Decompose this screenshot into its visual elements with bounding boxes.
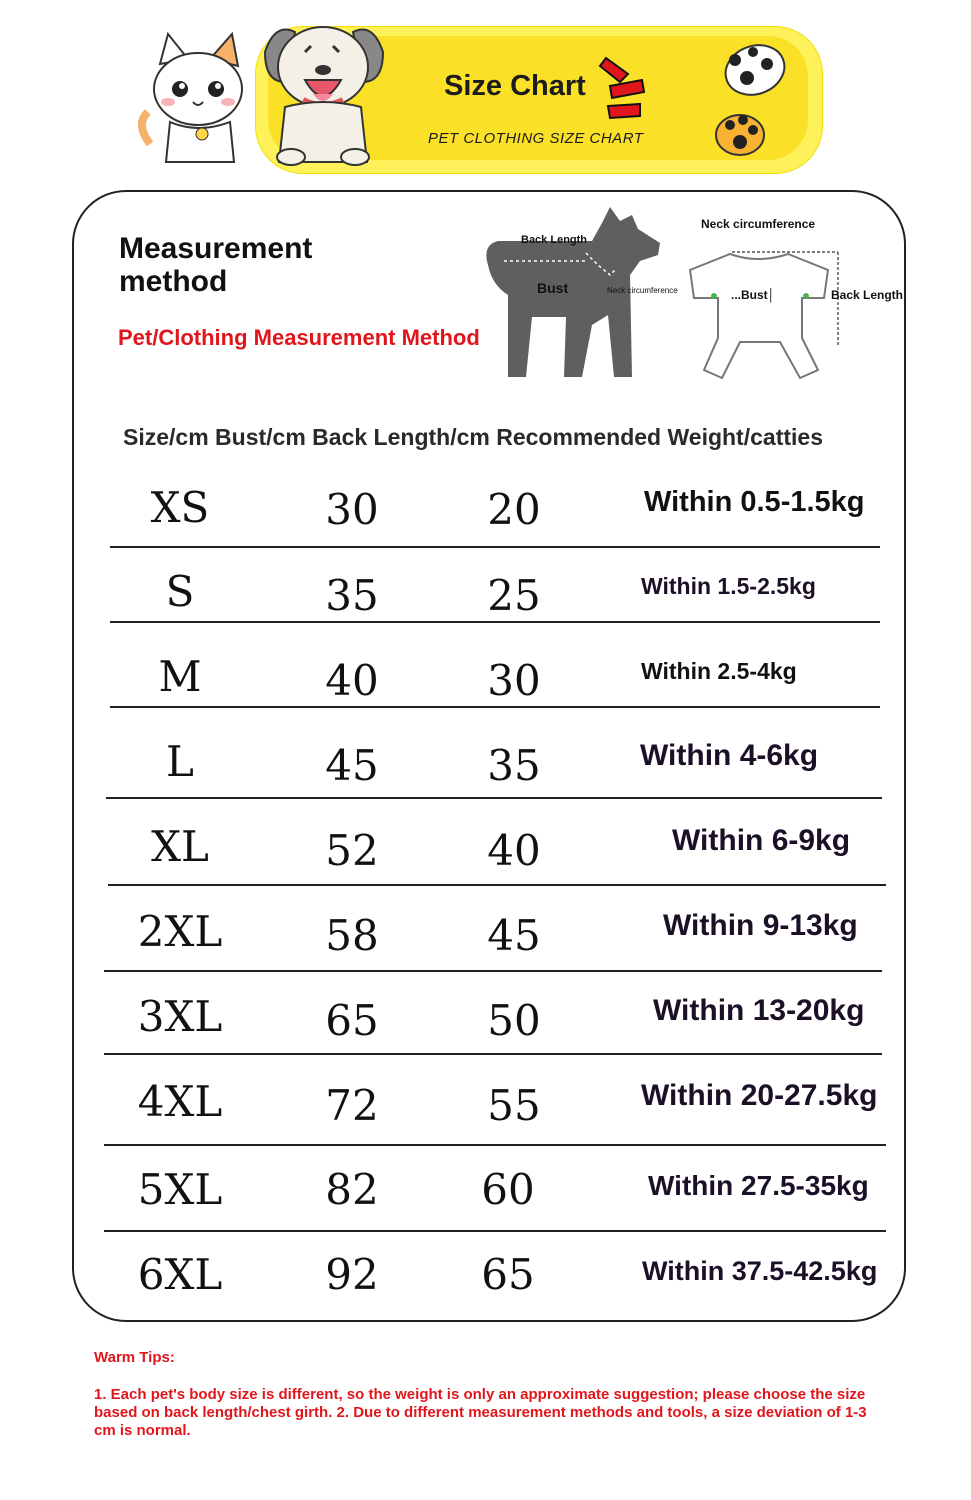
bust-cell: 52 <box>325 826 379 875</box>
size-cell: M <box>158 652 202 701</box>
dog-back-length-label: Back Length <box>521 234 588 246</box>
bust-cell: 92 <box>325 1250 379 1299</box>
weight-cell: Within 1.5-2.5kg <box>641 573 816 599</box>
back-length-cell: 30 <box>487 656 541 705</box>
table-header: Size/cm Bust/cm Back Length/cm Recommended Weight/catties <box>123 424 823 450</box>
back-length-cell: 45 <box>487 911 541 960</box>
back-length-cell: 60 <box>481 1165 535 1214</box>
shirt-neck-label: Neck circumference <box>701 217 816 231</box>
back-length-cell: 55 <box>487 1081 541 1130</box>
back-length-cell: 35 <box>487 741 541 790</box>
banner-subtitle: PET CLOTHING SIZE CHART <box>428 130 644 147</box>
weight-cell: Within 27.5-35kg <box>648 1170 869 1201</box>
dog-neck-label: Neck circumference <box>607 286 678 295</box>
weight-cell: Within 2.5-4kg <box>641 658 797 684</box>
red-accent-marks-icon <box>598 52 648 122</box>
weight-cell: Within 0.5-1.5kg <box>644 486 865 518</box>
weight-cell: Within 6-9kg <box>672 824 851 857</box>
size-cell: 4XL <box>137 1077 223 1126</box>
warm-tips-body: 1. Each pet's body size is different, so the weight is only an approximate suggestion; please choose the size based on back length/chest girth. 2. Due to different measurement methods and tools, a size deviation of 1-3 cm is normal. <box>94 1386 867 1439</box>
paw-prints-icon <box>705 30 795 160</box>
weight-cell: Within 4-6kg <box>640 739 819 772</box>
measurement-method-title: Measurement method <box>119 232 313 298</box>
bust-cell: 30 <box>325 485 379 534</box>
back-length-cell: 65 <box>481 1250 535 1299</box>
back-length-cell: 20 <box>487 485 541 534</box>
cat-illustration <box>130 24 265 169</box>
back-length-cell: 40 <box>487 826 541 875</box>
row-divider <box>110 706 880 708</box>
back-length-cell: 25 <box>487 571 541 620</box>
weight-cell: Within 20-27.5kg <box>641 1079 878 1112</box>
shirt-back-length-label: Back Length <box>831 288 904 302</box>
row-divider <box>104 1144 886 1146</box>
weight-cell: Within 13-20kg <box>653 994 865 1027</box>
row-divider <box>106 797 882 799</box>
size-cell: S <box>165 567 195 616</box>
row-divider <box>104 1053 882 1055</box>
size-cell: XS <box>150 483 210 532</box>
bust-cell: 65 <box>325 996 379 1045</box>
dog-bust-label: Bust <box>537 280 569 296</box>
weight-cell: Within 37.5-42.5kg <box>642 1256 878 1286</box>
size-cell: XL <box>151 822 209 871</box>
bust-cell: 45 <box>325 741 379 790</box>
bust-cell: 72 <box>325 1081 379 1130</box>
banner-title: Size Chart <box>444 70 586 102</box>
warm-tips-title: Warm Tips: <box>94 1349 175 1366</box>
size-cell: 5XL <box>137 1165 223 1214</box>
clothing-measurement-diagram <box>688 238 848 383</box>
dog-illustration <box>255 12 390 170</box>
measurement-method-subtitle: Pet/Clothing Measurement Method <box>118 325 480 350</box>
bust-cell: 58 <box>325 911 379 960</box>
row-divider <box>104 1230 886 1232</box>
back-length-cell: 50 <box>487 996 541 1045</box>
row-divider <box>110 621 880 623</box>
bust-cell: 35 <box>325 571 379 620</box>
size-cell: L <box>166 737 194 786</box>
row-divider <box>110 546 880 548</box>
weight-cell: Within 9-13kg <box>663 909 858 942</box>
bust-cell: 82 <box>325 1165 379 1214</box>
row-divider <box>108 884 886 886</box>
row-divider <box>104 970 882 972</box>
size-cell: 6XL <box>137 1250 223 1299</box>
shirt-bust-label: ...Bust│ <box>731 288 776 302</box>
bust-cell: 40 <box>325 656 379 705</box>
size-cell: 3XL <box>137 992 223 1041</box>
size-cell: 2XL <box>137 907 223 956</box>
